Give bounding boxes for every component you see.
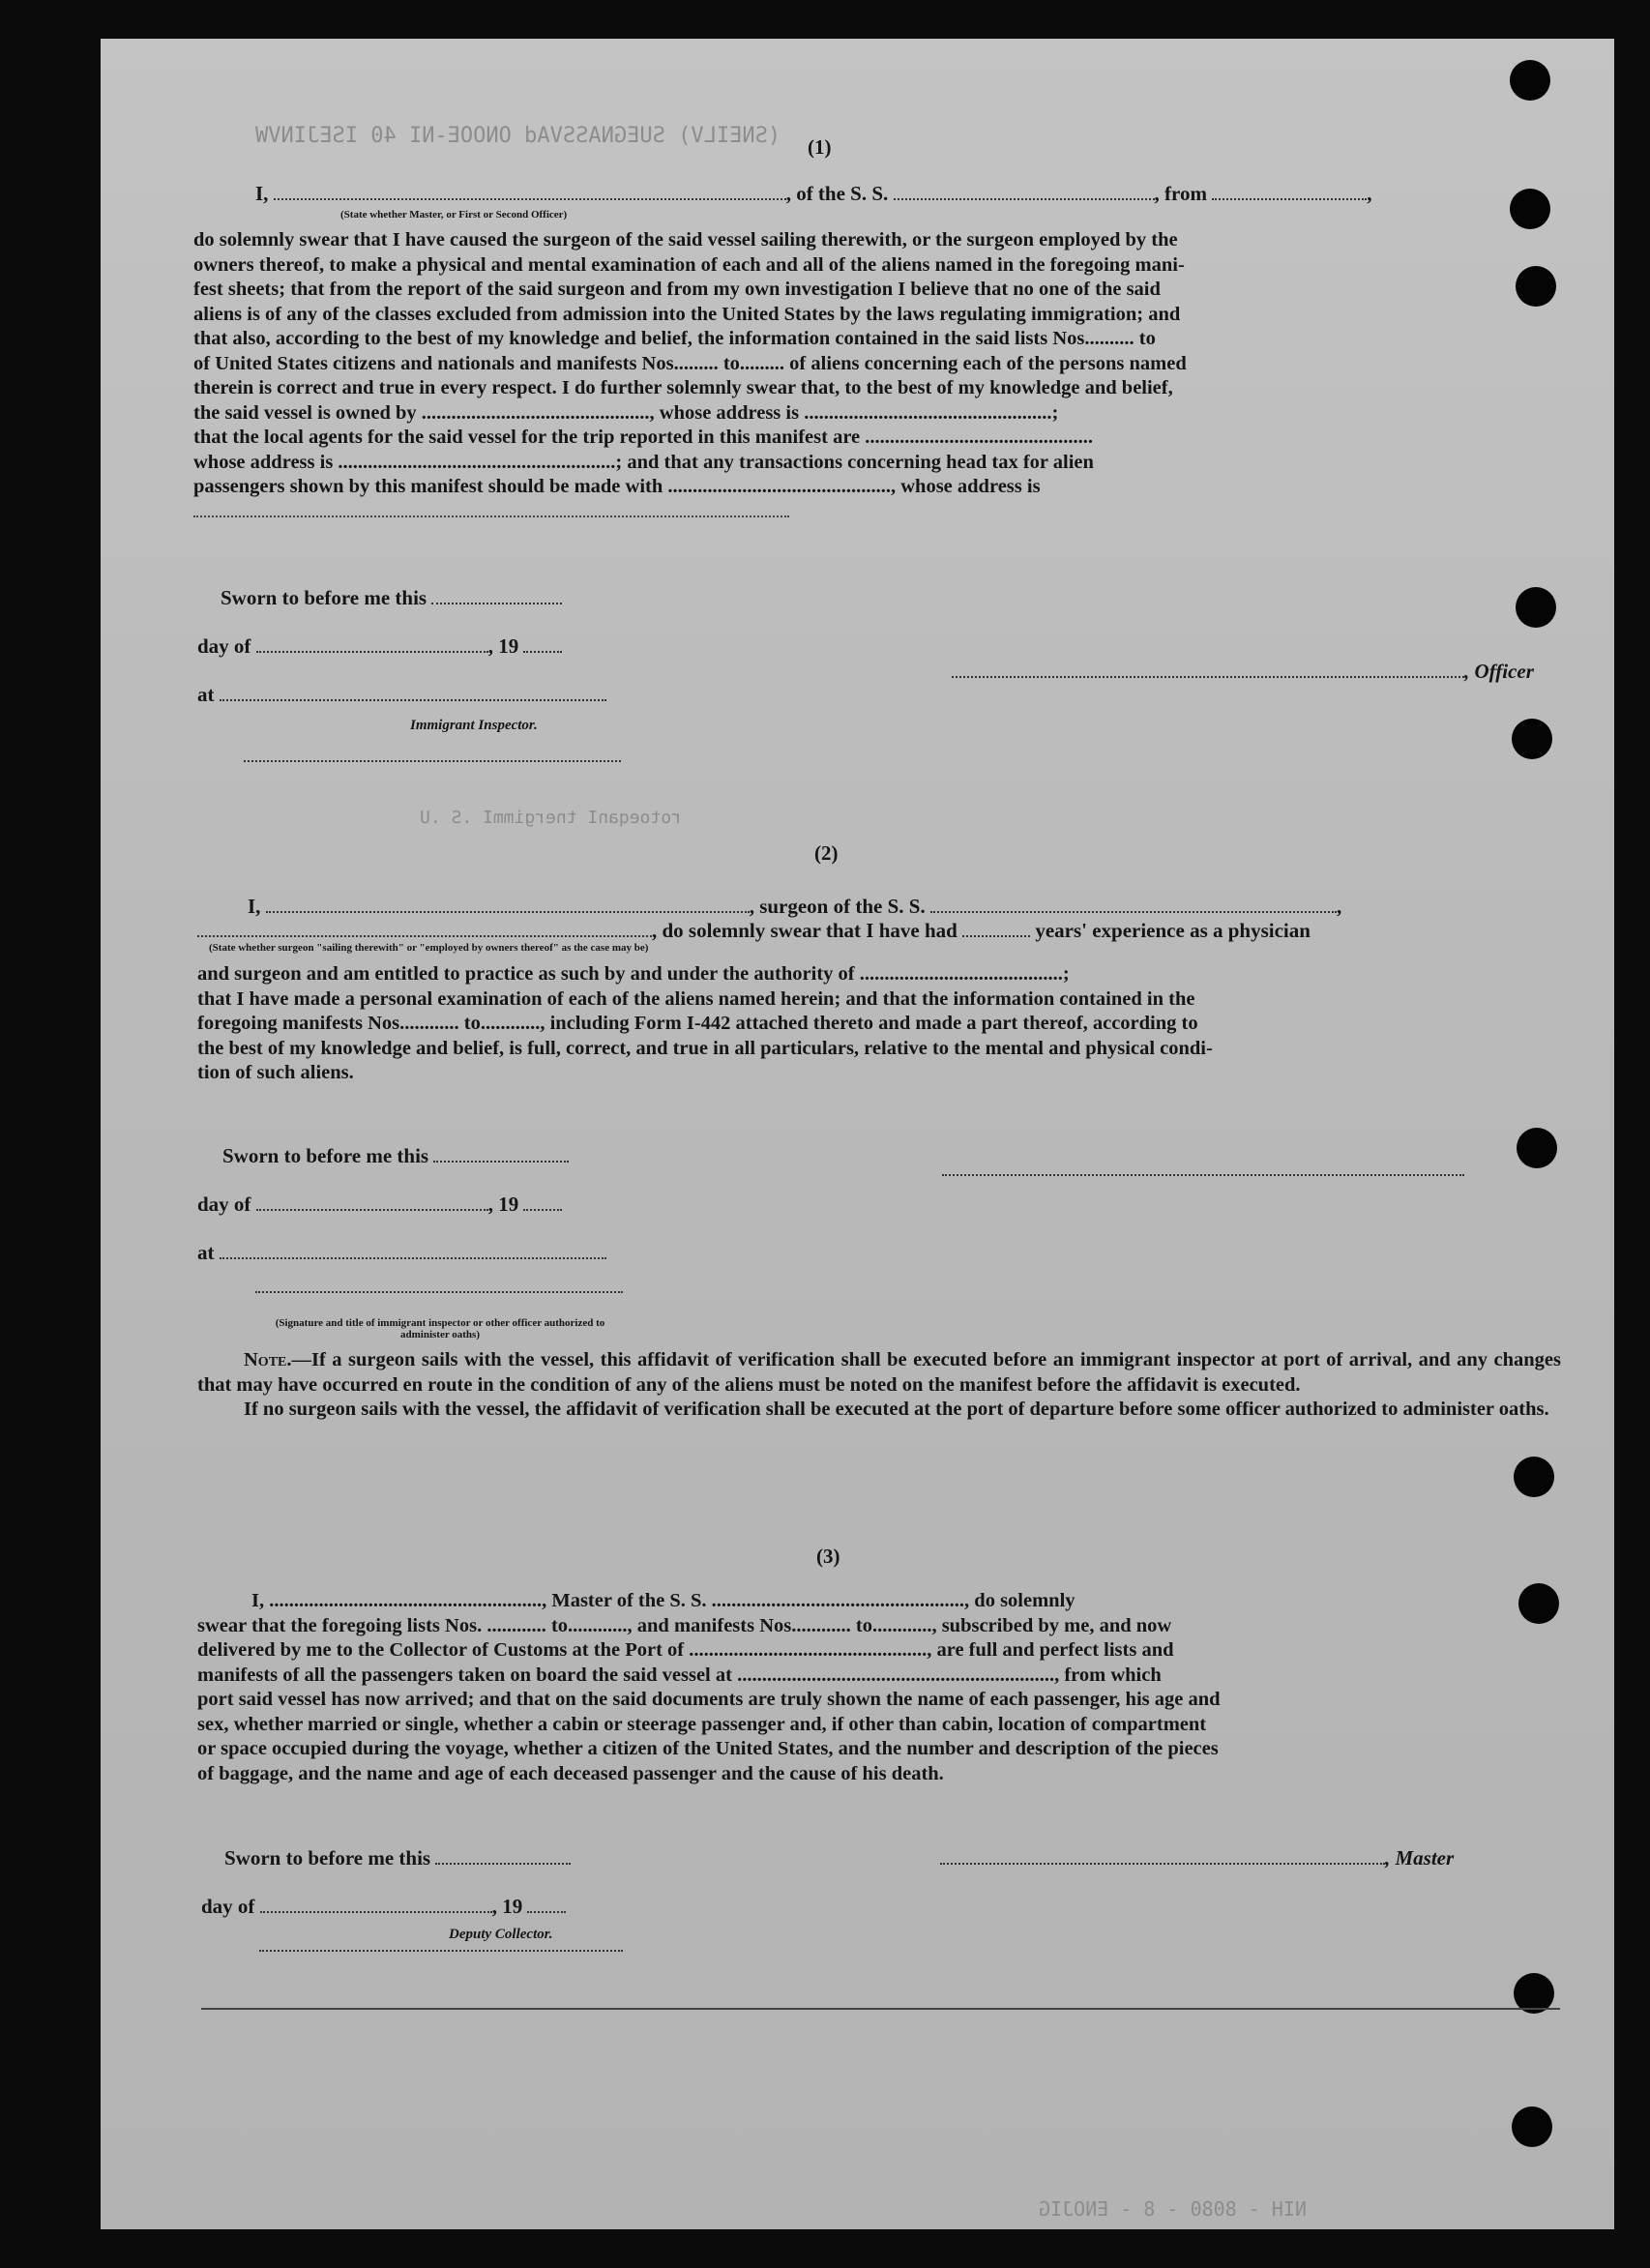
body-line: whose address is ........................................................; and that any transactions concerning head tax for alien bbox=[193, 451, 1094, 473]
sworn-label: Sworn to before me this bbox=[222, 1144, 429, 1167]
inspector-signature-line bbox=[244, 750, 621, 767]
sworn-line-2 bbox=[222, 1144, 569, 1168]
from-label: , from bbox=[1154, 182, 1207, 205]
section-1-number: (1) bbox=[808, 135, 832, 159]
collector-signature-field bbox=[259, 1950, 623, 1952]
swear-label: , do solemnly swear that I have had bbox=[652, 919, 958, 942]
section-2-line-2 bbox=[197, 919, 1311, 943]
at-field bbox=[220, 699, 606, 701]
sworn-date-field bbox=[435, 1863, 571, 1865]
section-2-inspector-field bbox=[255, 1291, 623, 1293]
body-line: that the local agents for the said vessel for the trip reported in this manifest are .............................................. bbox=[193, 427, 1094, 448]
body-line: tion of such aliens. bbox=[197, 1062, 354, 1083]
punch-hole bbox=[1512, 719, 1552, 759]
section-2-body bbox=[197, 962, 1561, 1086]
master-label: , Master bbox=[1385, 1846, 1455, 1870]
body-line: passengers shown by this manifest should be made with ............................................., whose address is bbox=[193, 476, 1041, 497]
master-signature-line bbox=[940, 1846, 1454, 1870]
inspector-signature-field bbox=[244, 760, 621, 762]
sworn-label: Sworn to before me this bbox=[224, 1846, 431, 1870]
section-1-body bbox=[193, 228, 1560, 500]
year-field bbox=[523, 651, 562, 653]
section-2-inspector-line bbox=[255, 1281, 623, 1298]
section-2-oath-line: I, , surgeon of the S. S. , bbox=[248, 895, 1342, 918]
body-line: I, ......................................................., Master of the S. S. ..................................................., do solemnly bbox=[251, 1590, 1075, 1611]
at-label: at bbox=[197, 1241, 215, 1264]
at-line-1 bbox=[197, 683, 606, 707]
master-signature-field bbox=[940, 1863, 1385, 1865]
day-line-3 bbox=[201, 1895, 566, 1919]
year-field bbox=[527, 1911, 566, 1913]
collector-label: Deputy Collector. bbox=[449, 1927, 553, 1942]
collector-signature-line bbox=[259, 1939, 623, 1957]
punch-hole bbox=[1510, 189, 1550, 229]
body-line: manifests of all the passengers taken on board the said vessel at ................................................................, from which bbox=[197, 1664, 1162, 1686]
section-1-oath-line: I, , of the S. S. , from , bbox=[255, 182, 1372, 205]
section-2-note bbox=[197, 1348, 1561, 1423]
sworn-date-field bbox=[433, 1161, 569, 1163]
body-line: foregoing manifests Nos............ to............, including Form I-442 attached thereto and made a part thereof, according to bbox=[197, 1013, 1198, 1034]
of-ss-label: , of the S. S. bbox=[785, 182, 889, 205]
day-of-label: day of bbox=[197, 1193, 251, 1216]
day-of-label: day of bbox=[197, 634, 251, 658]
body-line: the best of my knowledge and belief, is full, correct, and true in all particulars, relative to the mental and physical condi- bbox=[197, 1037, 1213, 1059]
officer-name-field bbox=[274, 198, 786, 200]
body-line: of United States citizens and nationals and manifests Nos......... to......... of aliens concerning each of the persons named bbox=[193, 352, 1187, 374]
section-1-address-rule bbox=[193, 515, 789, 517]
years-field bbox=[962, 935, 1030, 937]
section-3-number: (3) bbox=[816, 1545, 840, 1568]
surgeon-name-field bbox=[266, 911, 750, 913]
body-line: therein is correct and true in every respect. I do further solemnly swear that, to the best of my knowledge and belief, bbox=[193, 377, 1173, 398]
note-text-2: If no surgeon sails with the vessel, the affidavit of verification shall be executed at the port of departure before some officer authorized to administer oaths. bbox=[244, 1399, 1549, 1420]
section-1-caption: (State whether Master, or First or Second Officer) bbox=[340, 209, 568, 221]
day-field bbox=[260, 1911, 492, 1913]
body-line: sex, whether married or single, whether a cabin or steerage passenger and, if other than cabin, location of compartment bbox=[197, 1713, 1207, 1735]
sworn-label: Sworn to before me this bbox=[221, 586, 427, 609]
body-line: do solemnly swear that I have caused the surgeon of the said vessel sailing therewith, or the surgeon employed by the bbox=[193, 229, 1178, 250]
inspector-label: Immigrant Inspector. bbox=[410, 718, 538, 733]
sworn-line-3 bbox=[224, 1846, 571, 1870]
body-line: aliens is of any of the classes excluded from admission into the United States by the laws regulating immigration; and bbox=[193, 303, 1181, 325]
punch-hole bbox=[1516, 587, 1556, 628]
section-3-body bbox=[197, 1589, 1561, 1786]
day-line-2 bbox=[197, 1193, 562, 1217]
year-prefix: , 19 bbox=[487, 634, 519, 658]
punch-hole bbox=[1512, 2106, 1552, 2147]
experience-label: years' experience as a physician bbox=[1035, 919, 1311, 942]
surgeon-status-field bbox=[197, 935, 652, 937]
body-line: fest sheets; that from the report of the said surgeon and from my own investigation I believe that no one of the said bbox=[193, 279, 1161, 300]
body-line: port said vessel has now arrived; and that on the said documents are truly shown the name of each passenger, his age and bbox=[197, 1689, 1221, 1710]
section-2-number: (2) bbox=[814, 841, 839, 865]
bottom-rule bbox=[201, 2008, 1560, 2010]
bleed-through-footer: NIH - 8080 - 8 - ENOJIG bbox=[1039, 2197, 1307, 2221]
officer-signature-field bbox=[952, 676, 1464, 678]
officer-label: , Officer bbox=[1464, 660, 1534, 683]
day-line-1 bbox=[197, 634, 562, 659]
punch-hole bbox=[1514, 1457, 1554, 1497]
port-from-field bbox=[1212, 198, 1367, 200]
body-line: swear that the foregoing lists Nos. ............ to............, and manifests Nos............ to............, subscribed by me, and now bbox=[197, 1614, 1172, 1636]
body-line: and surgeon and am entitled to practice as such by and under the authority of .........................................; bbox=[197, 963, 1070, 985]
section-2-caption: (State whether surgeon "sailing therewith" or "employed by owners thereof" as the case may be) bbox=[209, 942, 649, 954]
body-line: or space occupied during the voyage, whether a citizen of the United States, and the number and description of the pieces bbox=[197, 1738, 1219, 1759]
surgeon-signature-field bbox=[942, 1174, 1464, 1176]
year-field bbox=[523, 1209, 562, 1211]
body-line: owners thereof, to make a physical and mental examination of each and all of the aliens named in the foregoing mani- bbox=[193, 253, 1185, 276]
note-text: —If a surgeon sails with the vessel, this affidavit of verification shall be executed before an immigrant inspector at port of arrival, and any changes that may have occurred en route in the condition of any of the aliens must be noted on the manifest before the affidavit is executed. bbox=[197, 1349, 1561, 1396]
section-2-caption-2: (Signature and title of immigrant inspector or other officer authorized to administer oaths) bbox=[275, 1317, 605, 1340]
i-label: I, bbox=[255, 182, 269, 205]
at-field bbox=[220, 1257, 606, 1259]
body-line: of baggage, and the name and age of each deceased passenger and the cause of his death. bbox=[197, 1762, 944, 1784]
bleed-through-header: (SNEILV) SUEGNASSVAd ONOOE-NI 40 ISEJINVW bbox=[255, 124, 781, 148]
officer-signature-line bbox=[952, 660, 1534, 684]
punch-hole bbox=[1510, 60, 1550, 101]
manifest-page bbox=[101, 39, 1614, 2229]
note-head: Note. bbox=[244, 1349, 292, 1370]
body-line: that also, according to the best of my knowledge and belief, the information contained in the said lists Nos.......... to bbox=[193, 328, 1156, 349]
bleed-through-stamp: rotoeqanI tnergimmI .S .U bbox=[420, 808, 682, 828]
surgeon-of-ss-label: , surgeon of the S. S. bbox=[749, 895, 926, 918]
sworn-line-1 bbox=[221, 586, 562, 610]
day-field bbox=[256, 1209, 488, 1211]
at-line-2 bbox=[197, 1241, 606, 1265]
day-field bbox=[256, 651, 488, 653]
body-line: that I have made a personal examination of each of the aliens named herein; and that the information contained in the bbox=[197, 987, 1195, 1010]
year-prefix: , 19 bbox=[491, 1895, 523, 1918]
at-label: at bbox=[197, 683, 215, 706]
surgeon-signature-line bbox=[942, 1163, 1464, 1181]
body-line: delivered by me to the Collector of Customs at the Port of ................................................, are full and perfect lists and bbox=[197, 1639, 1174, 1661]
i-label: I, bbox=[248, 895, 261, 918]
body-line: the said vessel is owned by .............................................., whose address is ..................................................; bbox=[193, 401, 1059, 424]
sworn-date-field bbox=[431, 603, 562, 604]
year-prefix: , 19 bbox=[487, 1193, 519, 1216]
punch-hole bbox=[1517, 1128, 1557, 1168]
vessel-name-field bbox=[894, 198, 1155, 200]
surgeon-vessel-field bbox=[930, 911, 1337, 913]
day-of-label: day of bbox=[201, 1895, 255, 1918]
